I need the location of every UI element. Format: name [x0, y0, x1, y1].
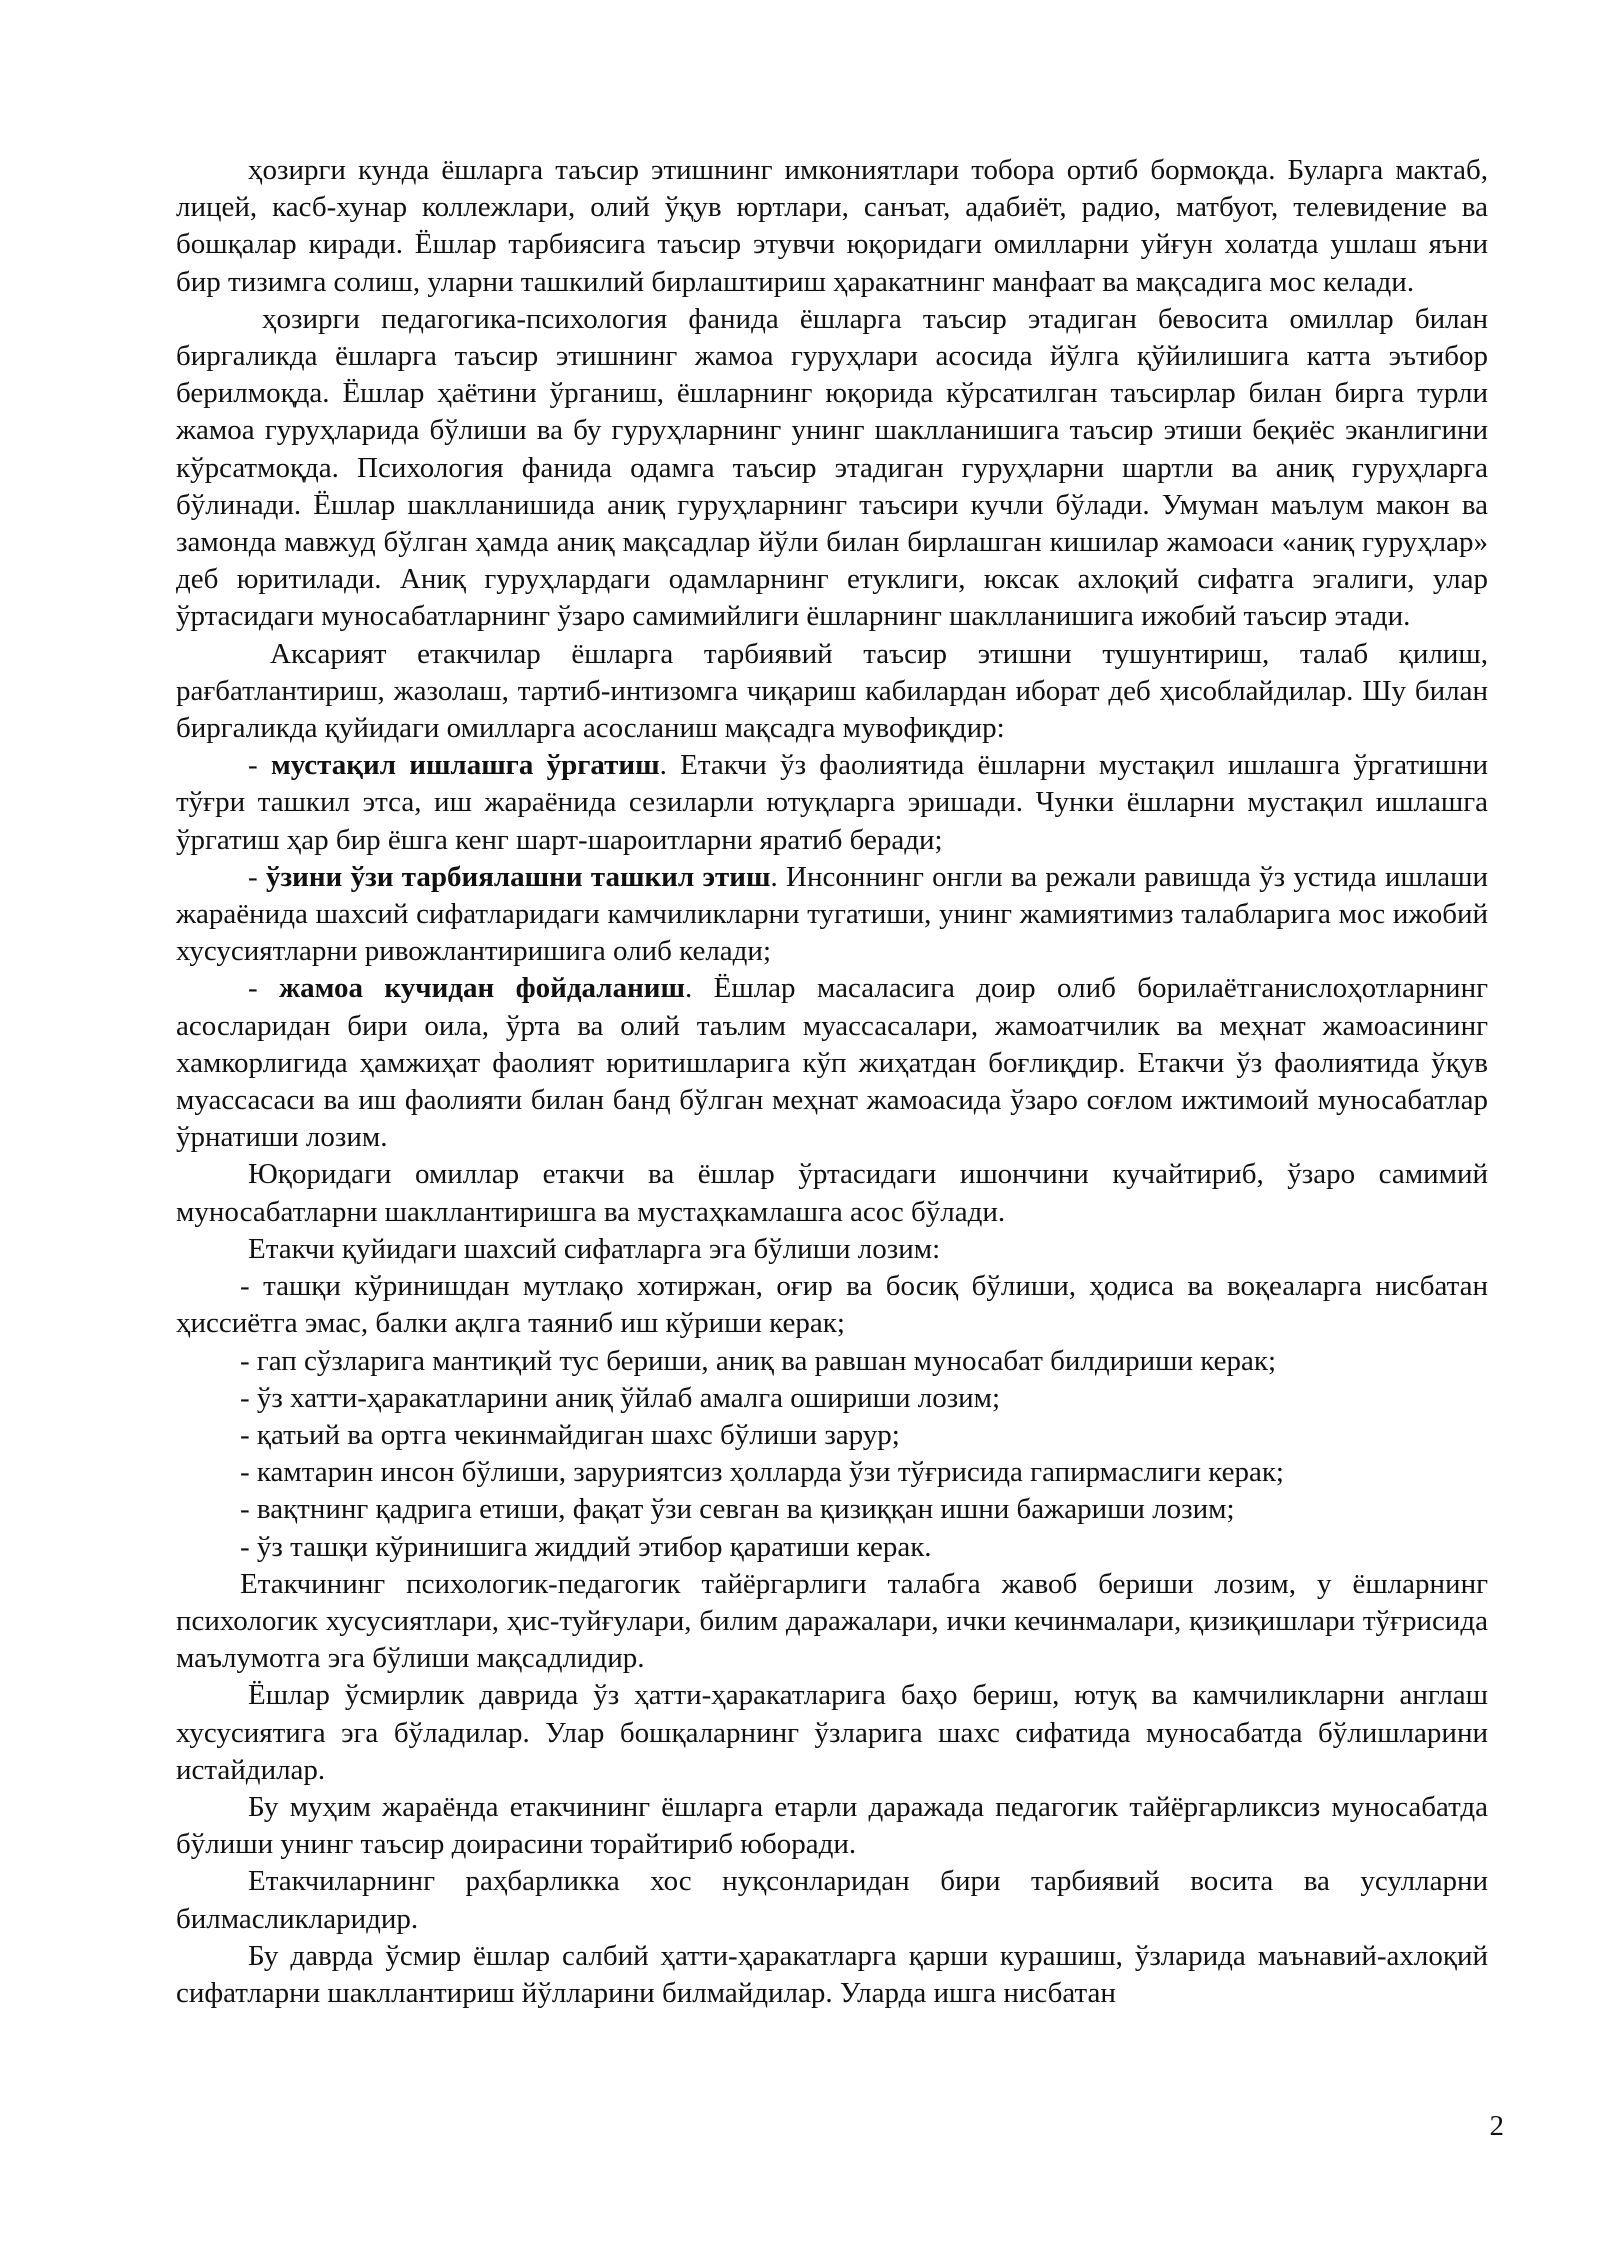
paragraph-3: Аксарият етакчилар ёшларга тарбиявий таъсир этишни тушунтириш, талаб қилиш, рағбатлантириш, жазолаш, тартиб-интизомга чиқариш кабилардан иборат деб ҳисоблайдилар. Шу билан биргаликда қуйидаги омилларга асосланиш мақсадга мувофиқдир: [176, 637, 1488, 745]
paragraph-6: Етакчининг психологик-педагогик тайёргарлиги талабга жавоб бериши лозим, у ёшларнинг психологик хусусиятлари, ҳис-туйғулари, билим даражалари, ички кечинмалари, қизиқишлари тўғрисида маълумотга эга бўлиши мақсадлидир. [176, 1567, 1488, 1675]
list-item: - вақтнинг қадрига етиши, фақат ўзи севган ва қизиққан ишни бажариши лозим; [240, 1493, 1235, 1526]
document-page [176, 152, 1488, 2012]
list-item: - камтарин инсон бўлиши, заруриятсиз ҳолларда ўзи тўғрисида гапирмаслиги керак; [240, 1456, 1284, 1489]
paragraph-8: Бу муҳим жараёнда етакчининг ёшларга етарли даражада педагогик тайёргарликсиз муносабатда бўлиши унинг таъсир доирасини торайтириб юборади. [176, 1790, 1488, 1861]
paragraph-2: ҳозирги педагогика-психология фанида ёшларга таъсир этадиган бевосита омиллар билан биргаликда ёшларга таъсир этишнинг жамоа гуруҳлари асосида йўлга қўйилишига катта эътибор берилмоқда. Ёшлар ҳаётини ўрганиш, ёшларнинг юқорида кўрсатилган таъсирлар билан бирга турли жамоа гуруҳларида бўлиши ва бу гуруҳларнинг унинг шаклланишига таъсир этиши беқиёс эканлигини кўрсатмоқда. Психология фанида одамга таъсир этадиган гуруҳларни шартли ва аниқ гуруҳларга бўлинади. Ёшлар шаклланишида аниқ гуруҳларнинг таъсири кучли бўлади. Умуман маълум макон ва замонда мавжуд бўлган ҳамда аниқ мақсадлар йўли билан бирлашган кишилар жамоаси «аниқ гуруҳлар» деб юритилади. Аниқ гуруҳлардаги одамларнинг етуклиги, юксак ахлоқий сифатга эгалиги, улар ўртасидаги муносабатларнинг ўзаро самимийлиги ёшларнинг шаклланишига ижобий таъсир этади. [176, 302, 1488, 633]
paragraph-9: Етакчиларнинг раҳбарликка хос нуқсонларидан бири тарбиявий восита ва усулларни билмасликларидир. [176, 1865, 1488, 1935]
bullet-independent-work [176, 747, 1488, 859]
bullet-term: мустақил ишлашга ўргатиш [270, 749, 660, 782]
bullet-term: жамоа кучидан фойдаланиш [279, 972, 685, 1005]
bullet-dash: - [248, 860, 266, 893]
bullet-text: . Етакчи ўз фаолиятида ёшларни мустақил ишлашга ўргатишни тўғри ташкил этса, иш жараёнида сезиларли ютуқларга эришади. Чунки ёшларни мустақил ишлашга ўргатиш ҳар бир ёшга кенг шарт-шароитларни яратиб беради; [176, 749, 1488, 856]
list-item: - ўз ташқи кўринишига жиддий этибор қаратиши керак. [240, 1530, 932, 1563]
paragraph-7: Ёшлар ўсмирлик даврида ўз ҳатти-ҳаракатларига баҳо бериш, ютуқ ва камчиликларни англаш хусусиятига эга бўладилар. Улар бошқаларнинг ўзларига шахс сифатида муносабатда бўлишларини истайдилар. [176, 1679, 1488, 1786]
paragraph-4: Юқоридаги омиллар етакчи ва ёшлар ўртасидаги ишончини кучайтириб, ўзаро самимий муносабатларни шакллантиришга ва мустаҳкамлашга асос бўлади. [176, 1158, 1488, 1228]
list-item: - қатьий ва ортга чекинмайдиган шахс бўлиши зарур; [240, 1418, 900, 1451]
page-number: 2 [1489, 2110, 1504, 2142]
bullet-text: . Ёшлар масаласига доир олиб борилаётганислоҳотларнинг асосларидан бири оила, ўрта ва олий таълим муассасалари, жамоатчилик ва меҳнат жамоасининг хамкорлигида ҳамжиҳат фаолият юритишларига кўп жиҳатдан боғлиқдир. Етакчи ўз фаолиятида ўқув муассасаси ва иш фаолияти билан банд бўлган меҳнат жамоасида ўзаро соғлом ижтимоий муносабатлар ўрнатиши лозим. [176, 972, 1488, 1154]
paragraph-1: ҳозирги кунда ёшларга таъсир этишнинг имкониятлари тобора ортиб бормоқда. Буларга мактаб, лицей, касб-хунар коллежлари, олий ўқув юртлари, санъат, адабиёт, радио, матбуот, телевидение ва бошқалар киради. Ёшлар тарбиясига таъсир этувчи юқоридаги омилларни уйғун холатда ушлаш яъни бир тизимга солиш, уларни ташкилий бирлаштириш ҳаракатнинг манфаат ва мақсадига мос келади. [176, 154, 1488, 298]
bullet-collective-power [176, 970, 1488, 1156]
list-item: - гап сўзларига мантиқий тус бериши, аниқ ва равшан муносабат билдириши керак; [240, 1344, 1277, 1377]
bullet-text: . Инсоннинг онгли ва режали равишда ўз устида ишлаши жараёнида шахсий сифатларидаги камчиликларни тугатиши, унинг жамиятимиз талабларига мос ижобий хусусиятларни ривожлантиришига олиб келади; [176, 860, 1488, 968]
paragraph-5: Етакчи қуйидаги шахсий сифатларга эга бўлиши лозим: [248, 1232, 941, 1265]
list-item: - ўз хатти-ҳаракатларини аниқ ўйлаб амалга ошириши лозим; [240, 1381, 1001, 1414]
bullet-self-education [176, 859, 1488, 971]
list-item: - ташқи кўринишдан мутлақо хотиржан, оғир ва босиқ бўлиши, ҳодиса ва воқеаларга нисбатан ҳиссиётга эмас, балки ақлга таяниб иш кўриши керак; [176, 1270, 1488, 1340]
paragraph-10: Бу даврда ўсмир ёшлар салбий ҳатти-ҳаракатларга қарши курашиш, ўзларида маънавий-ахлоқий сифатларни шакллантириш йўлларини билмайдилар. Уларда ишга нисбатан [176, 1939, 1488, 2009]
bullet-dash: - [248, 749, 271, 782]
bullet-dash: - [248, 972, 280, 1005]
bullet-term: ўзини ўзи тарбиялашни ташкил этиш [265, 860, 771, 893]
